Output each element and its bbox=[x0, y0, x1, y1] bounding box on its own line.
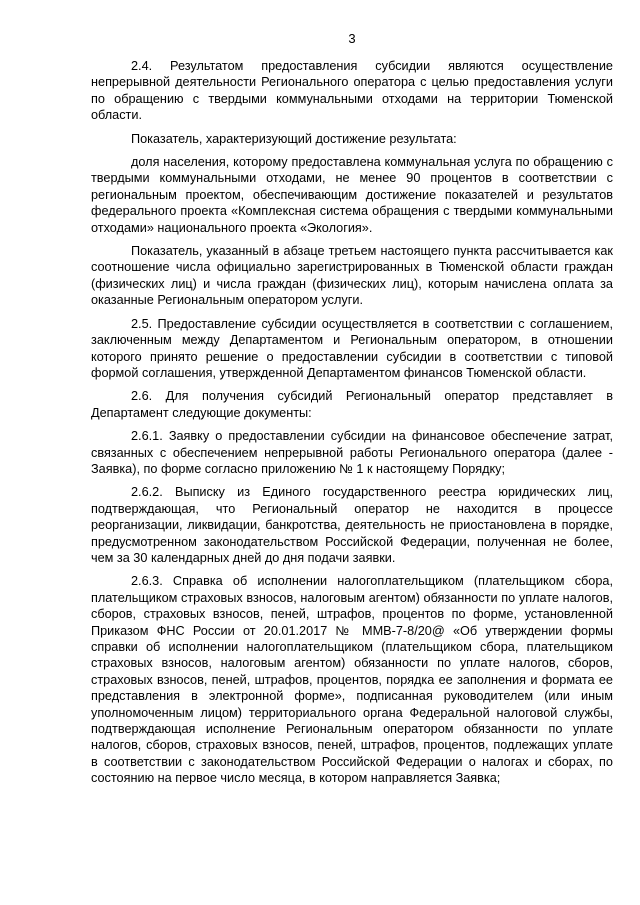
paragraph-2-6-1: 2.6.1. Заявку о предоставлении субсидии на финансовое обеспечение затрат, связанных с обеспечением непрерывной работы Регионального оператора (далее - Заявка), по форме согласно приложению № 1 к настоящему Порядку; bbox=[91, 429, 613, 476]
paragraph-population-share: доля населения, которому предоставлена коммунальная услуга по обращению с твердыми коммунальными отходами, не менее 90 процентов в соответствии с региональным проектом, обеспечивающим достижение показателей и результатов федерального проекта «Комплексная система обращения с твердыми коммунальными отходами» национального проекта «Экология». bbox=[91, 155, 613, 235]
paragraph-2-4: 2.4. Результатом предоставления субсидии являются осуществление непрерывной деятельности Регионального оператора с целью предоставления услуги по обращению с твердыми коммунальными отходами на территории Тюменской области. bbox=[91, 59, 613, 123]
paragraph-2-6-2: 2.6.2. Выписку из Единого государственного реестра юридических лиц, подтверждающая, что Региональный оператор не находится в процессе реорганизации, ликвидации, банкротства, деятельность не приостановлена в порядке, предусмотренном законодательством Российской Федерации, полученная не более, чем за 30 календарных дней до дня подачи заявки. bbox=[91, 485, 613, 565]
paragraph-indicator-calculation: Показатель, указанный в абзаце третьем настоящего пункта рассчитывается как соотношение числа официально зарегистрированных в Тюменской области граждан (физических лиц) и числа граждан (физических лиц), которым начислена оплата за оказанные Региональным оператором услуги. bbox=[91, 244, 613, 308]
paragraph-2-6: 2.6. Для получения субсидий Региональный оператор представляет в Департамент следующие документы: bbox=[91, 389, 613, 420]
paragraph-2-5: 2.5. Предоставление субсидии осуществляется в соответствии с соглашением, заключенным между Департаментом и Региональным оператором, в отношении которого принято решение о предоставлении субсидии в соответствии с типовой формой соглашения, утвержденной Департаментом финансов Тюменской области. bbox=[91, 316, 613, 380]
page-number: 3 bbox=[348, 31, 356, 46]
paragraph-2-6-3: 2.6.3. Справка об исполнении налогоплательщиком (плательщиком сбора, плательщиком страховых взносов, налоговым агентом) обязанности по уплате налогов, сборов, страховых взносов, пеней, штрафов, процентов по форме, установленной Приказом ФНС России от 20.01.2017 № ММВ-7-8/20@ «Об утверждении формы справки об исполнении налогоплательщиком (плательщиком сбора, плательщиком страховых взносов, налоговым агентом) обязанности по уплате налогов, сборов, страховых взносов, пеней, штрафов, процентов, порядка ее заполнения и формата ее представления в электронной форме», подписанная руководителем (или иным уполномоченным лицом) территориального органа Федеральной налоговой службы, подтверждающая исполнение Региональным оператором обязанности по уплате налогов, сборов, страховых взносов, пеней, штрафов, процентов, подлежащих уплате в соответствии с законодательством Российской Федерации о налогах и сборах, по состоянию на первое число месяца, в котором направляется Заявка; bbox=[91, 574, 613, 786]
paragraph-indicator-heading: Показатель, характеризующий достижение результата: bbox=[131, 131, 457, 146]
